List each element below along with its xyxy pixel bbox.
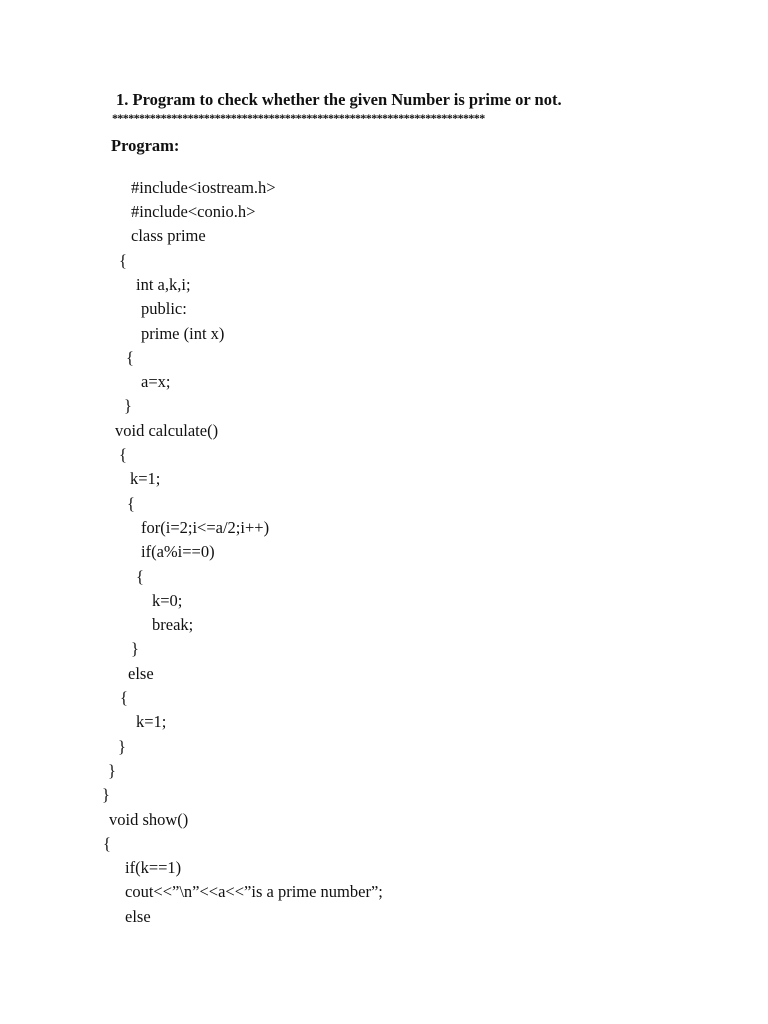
code-line: } bbox=[102, 785, 110, 804]
code-line: { bbox=[119, 445, 127, 464]
separator-line: ********************************************************************* bbox=[112, 112, 485, 124]
code-line: { bbox=[119, 251, 127, 270]
code-line: k=1; bbox=[130, 469, 161, 488]
code-line: } bbox=[108, 761, 116, 780]
code-line: } bbox=[131, 639, 139, 658]
code-line: class prime bbox=[131, 226, 206, 245]
code-line: cout<<”\n”<<a<<”is a prime number”; bbox=[125, 882, 383, 901]
document-title: 1. Program to check whether the given Number is prime or not. bbox=[116, 90, 562, 109]
code-line: } bbox=[124, 396, 132, 415]
section-label: Program: bbox=[111, 136, 180, 155]
code-line: k=0; bbox=[152, 591, 183, 610]
code-line: k=1; bbox=[136, 712, 167, 731]
code-line: for(i=2;i<=a/2;i++) bbox=[141, 518, 270, 537]
code-line: #include<iostream.h> bbox=[131, 178, 276, 197]
code-line: { bbox=[103, 834, 111, 853]
code-line: void show() bbox=[109, 810, 189, 829]
code-line: if(k==1) bbox=[125, 858, 182, 877]
code-line: void calculate() bbox=[115, 421, 219, 440]
code-line: int a,k,i; bbox=[136, 275, 191, 294]
code-line: prime (int x) bbox=[141, 324, 225, 343]
code-line: a=x; bbox=[141, 372, 171, 391]
code-line: } bbox=[118, 737, 126, 756]
code-line: else bbox=[128, 664, 154, 683]
code-line: { bbox=[120, 688, 128, 707]
code-line: public: bbox=[141, 299, 187, 318]
code-line: if(a%i==0) bbox=[141, 542, 215, 561]
code-line: #include<conio.h> bbox=[131, 202, 256, 221]
code-line: break; bbox=[152, 615, 194, 634]
code-line: else bbox=[125, 907, 151, 926]
code-line: { bbox=[136, 567, 144, 586]
code-line: { bbox=[127, 494, 135, 513]
code-line: { bbox=[126, 348, 134, 367]
